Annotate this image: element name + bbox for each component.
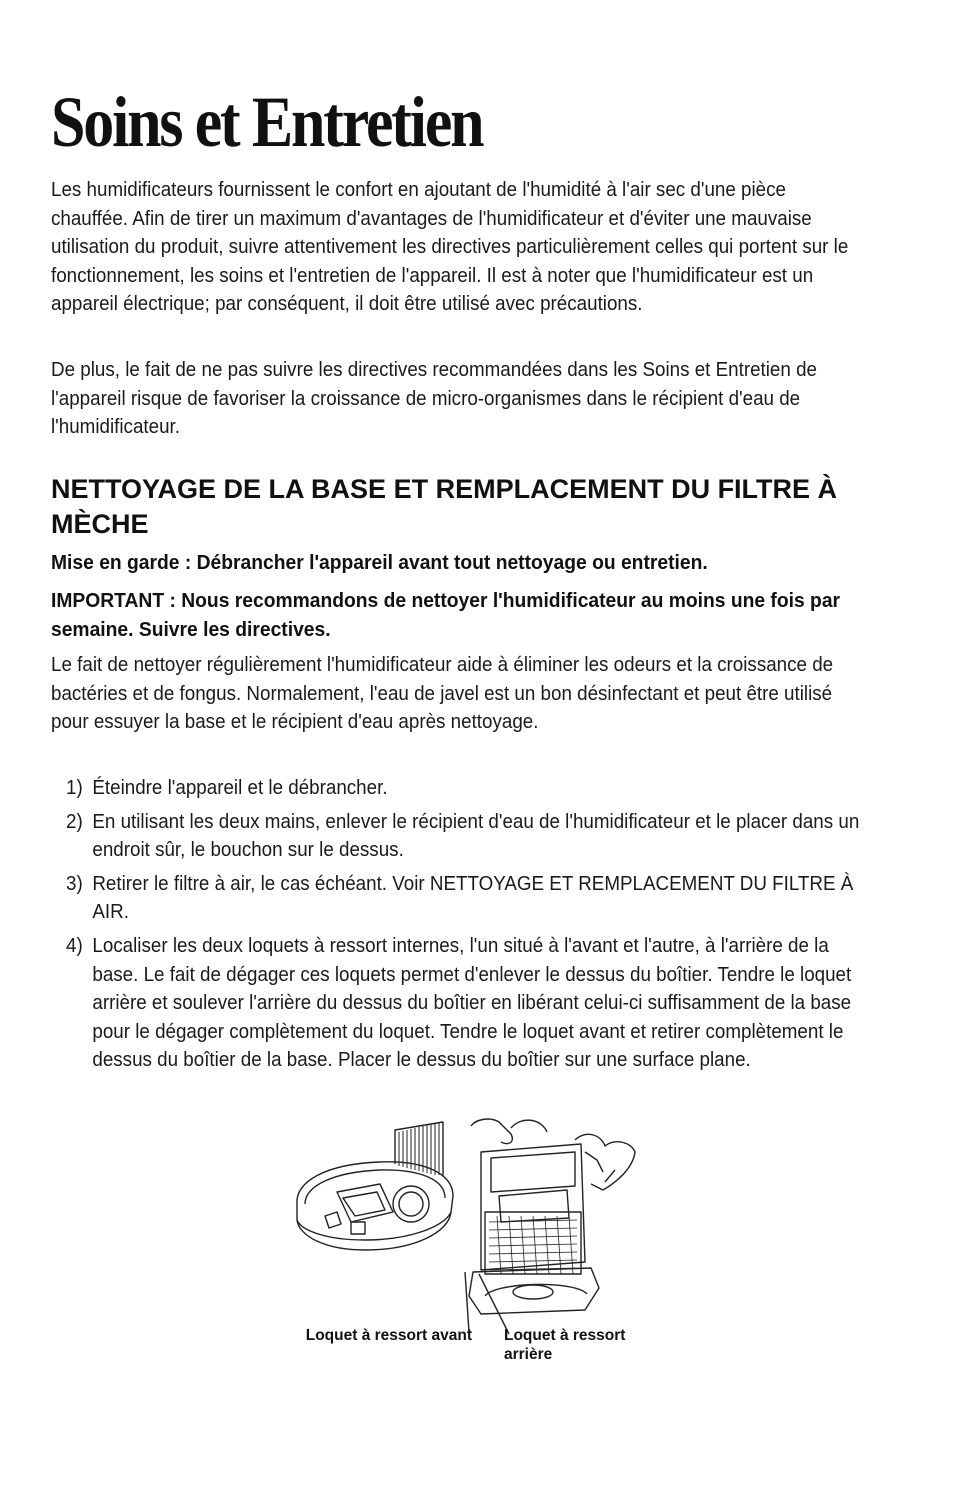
caption-rear-latch: Loquet à ressort arrière [504, 1327, 626, 1363]
important-notice: IMPORTANT : Nous recommandons de nettoyer l'humidificateur au moins une fois par semaine. Suivre les directives. [51, 589, 841, 641]
unit-with-hands-drawing [465, 1119, 635, 1334]
caption-front-latch: Loquet à ressort avant [305, 1327, 472, 1344]
page-title: Soins et Entretien [51, 82, 483, 162]
housing-base-drawing [297, 1122, 453, 1250]
list-item: 4) Localiser les deux loquets à ressort internes, l'un situé à l'avant et l'autre, à l'arrière de la base. Le fait de dégager ces loquets permet d'enlever le dessus du boîtier. Tendre le loquet arrière et soulever l'arrière du dessus du boîtier en libérant celui-ci suffisamment de la base pour le dégager complètement du loquet. Tendre le loquet avant et retirer complètement le dessus du boîtier de la base. Placer le dessus du boîtier sur une surface plane. [66, 934, 852, 1072]
intro-paragraph-2: De plus, le fait de ne pas suivre les directives recommandées dans les Soins et Entretien de l'appareil risque de favoriser la croissance de micro-organismes dans le récipient d'eau de l'humidificateur. [51, 359, 817, 439]
intro-paragraph-1: Les humidificateurs fournissent le confort en ajoutant de l'humidité à l'air sec d'une pièce chauffée. Afin de tirer un maximum d'avantages de l'humidificateur et d'éviter une mauvaise utilisation du produit, suivre attentivement les directives particulièrement celles qui portent sur le fonctionnement, les soins et l'entretien de l'appareil. Il est à noter que l'humidificateur est un appareil électrique; par conséquent, il doit être utilisé avec précautions. [51, 179, 849, 316]
cleaning-paragraph: Le fait de nettoyer régulièrement l'humidificateur aide à éliminer les odeurs et la croissance de bactéries et de fongus. Normalement, l'eau de javel est un bon désinfectant et peut être utilisé pour essuyer la base et le récipient d'eau après nettoyage. [51, 654, 834, 734]
list-item: 2) En utilisant les deux mains, enlever le récipient d'eau de l'humidificateur et le placer dans un endroit sûr, le bouchon sur le dessus. [66, 810, 860, 862]
section-heading: NETTOYAGE DE LA BASE ET REMPLACEMENT DU FILTRE À MÈCHE [51, 474, 838, 539]
steps-list [51, 774, 867, 1080]
list-item: 1) Éteindre l'appareil et le débrancher. [66, 777, 388, 799]
warning-notice: Mise en garde : Débrancher l'appareil avant tout nettoyage ou entretien. [51, 551, 708, 574]
list-item: 3) Retirer le filtre à air, le cas échéant. Voir NETTOYAGE ET REMPLACEMENT DU FILTRE À AIR. [66, 872, 854, 924]
